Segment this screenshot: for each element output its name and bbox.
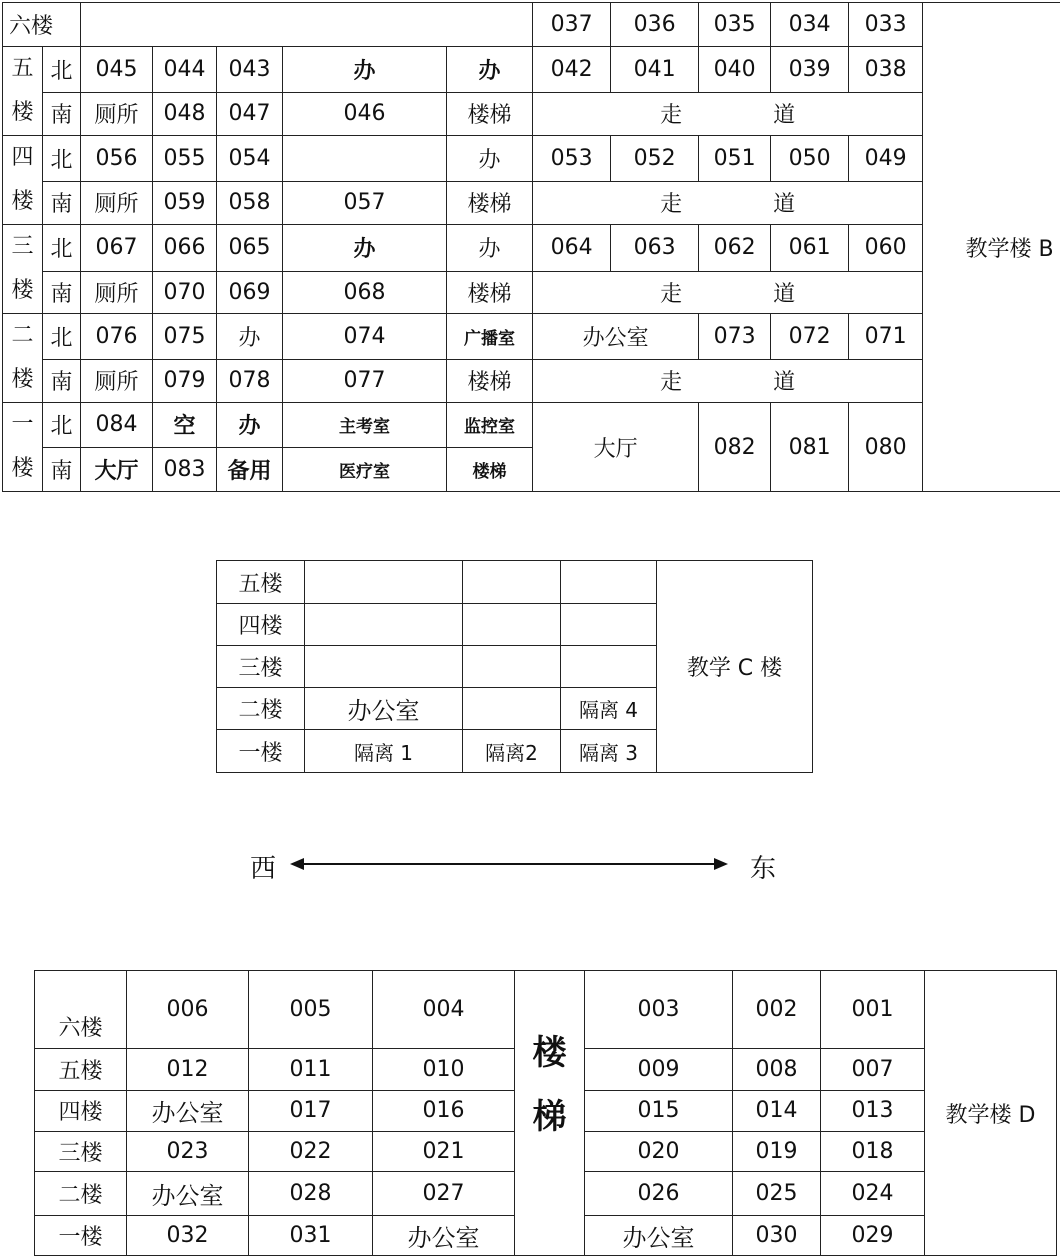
building-b-label: 教学楼 B bbox=[923, 3, 1060, 492]
toilet-cell: 厕所 bbox=[81, 181, 153, 224]
b-floor6-empty bbox=[81, 3, 533, 47]
broadcast-room-cell: 广播室 bbox=[447, 314, 533, 360]
b-floor2-label: 二 楼 bbox=[3, 314, 43, 403]
room-cell: 037 bbox=[533, 3, 611, 47]
c-room-cell bbox=[561, 646, 657, 688]
building-d-label: 教学楼 D bbox=[925, 971, 1057, 1256]
d-stairs-cell: 楼 梯 bbox=[515, 971, 585, 1256]
office-room-cell: 办公室 bbox=[533, 314, 699, 360]
d-room-cell: 030 bbox=[733, 1215, 821, 1255]
room-cell: 069 bbox=[217, 271, 283, 313]
d-room-cell: 032 bbox=[127, 1215, 249, 1255]
room-cell: 066 bbox=[153, 225, 217, 272]
room-cell: 040 bbox=[699, 47, 771, 93]
stairs-cell: 楼梯 bbox=[447, 447, 533, 492]
d-floor-label: 四楼 bbox=[35, 1091, 127, 1131]
d-room-cell: 010 bbox=[373, 1049, 515, 1091]
south-label: 南 bbox=[43, 92, 81, 135]
room-cell: 052 bbox=[611, 136, 699, 182]
room-cell: 057 bbox=[283, 181, 447, 224]
d-room-cell: 031 bbox=[249, 1215, 373, 1255]
room-cell: 079 bbox=[153, 359, 217, 402]
room-cell: 053 bbox=[533, 136, 611, 182]
office-cell: 办 bbox=[447, 225, 533, 272]
d-room-cell: 002 bbox=[733, 971, 821, 1049]
east-label: 东 bbox=[750, 854, 777, 884]
d-room-cell: 办公室 bbox=[127, 1171, 249, 1215]
spare-room-cell: 备用 bbox=[217, 447, 283, 492]
room-cell: 045 bbox=[81, 47, 153, 93]
corridor-cell: 走 道 bbox=[533, 92, 923, 135]
c-floor-label: 五楼 bbox=[217, 561, 305, 604]
room-cell bbox=[283, 136, 447, 182]
room-cell: 076 bbox=[81, 314, 153, 360]
room-cell: 059 bbox=[153, 181, 217, 224]
d-room-cell: 027 bbox=[373, 1171, 515, 1215]
d-room-cell: 022 bbox=[249, 1131, 373, 1171]
c-room-cell bbox=[561, 604, 657, 646]
room-cell: 034 bbox=[771, 3, 849, 47]
office-cell: 办 bbox=[217, 314, 283, 360]
room-cell: 082 bbox=[699, 403, 771, 492]
room-cell: 046 bbox=[283, 92, 447, 135]
office-cell: 办 bbox=[447, 47, 533, 93]
c-floor-label: 一楼 bbox=[217, 730, 305, 773]
north-label: 北 bbox=[43, 136, 81, 182]
south-label: 南 bbox=[43, 447, 81, 492]
room-cell: 071 bbox=[849, 314, 923, 360]
stairs-cell: 楼梯 bbox=[447, 92, 533, 135]
c-room-cell bbox=[305, 646, 463, 688]
room-cell: 039 bbox=[771, 47, 849, 93]
d-room-cell: 016 bbox=[373, 1091, 515, 1131]
west-east-compass bbox=[250, 844, 780, 884]
room-cell: 084 bbox=[81, 403, 153, 448]
building-b-floor-plan bbox=[2, 2, 1060, 492]
d-room-cell: 001 bbox=[821, 971, 925, 1049]
room-cell: 054 bbox=[217, 136, 283, 182]
toilet-cell: 厕所 bbox=[81, 359, 153, 402]
room-cell: 062 bbox=[699, 225, 771, 272]
monitoring-room-cell: 监控室 bbox=[447, 403, 533, 448]
room-cell: 068 bbox=[283, 271, 447, 313]
room-cell: 048 bbox=[153, 92, 217, 135]
room-cell: 060 bbox=[849, 225, 923, 272]
b-floor1-label: 一 楼 bbox=[3, 403, 43, 492]
d-room-cell: 007 bbox=[821, 1049, 925, 1091]
stairs-cell: 楼梯 bbox=[447, 359, 533, 402]
corridor-cell: 走 道 bbox=[533, 271, 923, 313]
c-room-cell bbox=[463, 604, 561, 646]
south-label: 南 bbox=[43, 181, 81, 224]
c-room-cell bbox=[561, 561, 657, 604]
hall-cell: 大厅 bbox=[533, 403, 699, 492]
building-c-floor-plan bbox=[216, 560, 813, 773]
d-room-cell: 004 bbox=[373, 971, 515, 1049]
d-room-cell: 003 bbox=[585, 971, 733, 1049]
d-room-cell: 011 bbox=[249, 1049, 373, 1091]
d-floor-label: 二楼 bbox=[35, 1171, 127, 1215]
room-cell: 050 bbox=[771, 136, 849, 182]
d-room-cell: 028 bbox=[249, 1171, 373, 1215]
room-cell: 049 bbox=[849, 136, 923, 182]
d-room-cell: 020 bbox=[585, 1131, 733, 1171]
room-cell: 074 bbox=[283, 314, 447, 360]
room-cell: 056 bbox=[81, 136, 153, 182]
d-room-cell: 005 bbox=[249, 971, 373, 1049]
toilet-cell: 厕所 bbox=[81, 271, 153, 313]
d-room-cell: 办公室 bbox=[585, 1215, 733, 1255]
d-room-cell: 021 bbox=[373, 1131, 515, 1171]
d-floor-label: 六楼 bbox=[35, 971, 127, 1049]
hall-cell-south: 大厅 bbox=[81, 447, 153, 492]
d-room-cell: 014 bbox=[733, 1091, 821, 1131]
room-cell: 043 bbox=[217, 47, 283, 93]
c-room-cell bbox=[463, 561, 561, 604]
b-floor5-label: 五 楼 bbox=[3, 47, 43, 136]
d-room-cell: 008 bbox=[733, 1049, 821, 1091]
office-cell: 办 bbox=[447, 136, 533, 182]
d-room-cell: 024 bbox=[821, 1171, 925, 1215]
room-cell: 072 bbox=[771, 314, 849, 360]
d-room-cell: 018 bbox=[821, 1131, 925, 1171]
corridor-cell: 走 道 bbox=[533, 181, 923, 224]
d-room-cell: 017 bbox=[249, 1091, 373, 1131]
room-cell: 063 bbox=[611, 225, 699, 272]
d-room-cell: 029 bbox=[821, 1215, 925, 1255]
b-floor6-label: 六楼 bbox=[3, 3, 81, 47]
b-floor3-label: 三 楼 bbox=[3, 225, 43, 314]
d-room-cell: 026 bbox=[585, 1171, 733, 1215]
north-label: 北 bbox=[43, 225, 81, 272]
d-room-cell: 023 bbox=[127, 1131, 249, 1171]
office-cell: 办 bbox=[283, 225, 447, 272]
c-room-cell: 办公室 bbox=[305, 688, 463, 730]
chief-examiner-room-cell: 主考室 bbox=[283, 403, 447, 448]
room-cell: 073 bbox=[699, 314, 771, 360]
d-room-cell: 009 bbox=[585, 1049, 733, 1091]
c-floor-label: 三楼 bbox=[217, 646, 305, 688]
d-room-cell: 019 bbox=[733, 1131, 821, 1171]
room-cell: 036 bbox=[611, 3, 699, 47]
d-room-cell: 025 bbox=[733, 1171, 821, 1215]
building-c-label: 教学 C 楼 bbox=[657, 561, 813, 773]
c-room-cell: 隔离2 bbox=[463, 730, 561, 773]
room-cell: 035 bbox=[699, 3, 771, 47]
north-label: 北 bbox=[43, 47, 81, 93]
empty-room-cell: 空 bbox=[153, 403, 217, 448]
north-label: 北 bbox=[43, 403, 81, 448]
b-floor4-label: 四 楼 bbox=[3, 136, 43, 225]
stairs-cell: 楼梯 bbox=[447, 181, 533, 224]
medical-room-cell: 医疗室 bbox=[283, 447, 447, 492]
south-label: 南 bbox=[43, 271, 81, 313]
room-cell: 044 bbox=[153, 47, 217, 93]
room-cell: 083 bbox=[153, 447, 217, 492]
room-cell: 058 bbox=[217, 181, 283, 224]
room-cell: 067 bbox=[81, 225, 153, 272]
c-room-cell bbox=[305, 604, 463, 646]
room-cell: 047 bbox=[217, 92, 283, 135]
west-label: 西 bbox=[250, 854, 277, 884]
room-cell: 033 bbox=[849, 3, 923, 47]
d-room-cell: 006 bbox=[127, 971, 249, 1049]
room-cell: 070 bbox=[153, 271, 217, 313]
d-room-cell: 015 bbox=[585, 1091, 733, 1131]
room-cell: 081 bbox=[771, 403, 849, 492]
d-room-cell: 012 bbox=[127, 1049, 249, 1091]
corridor-cell: 走 道 bbox=[533, 359, 923, 402]
office-cell: 办 bbox=[217, 403, 283, 448]
office-cell: 办 bbox=[283, 47, 447, 93]
stairs-cell: 楼梯 bbox=[447, 271, 533, 313]
room-cell: 064 bbox=[533, 225, 611, 272]
d-floor-label: 五楼 bbox=[35, 1049, 127, 1091]
room-cell: 061 bbox=[771, 225, 849, 272]
d-floor-label: 一楼 bbox=[35, 1215, 127, 1255]
building-d-floor-plan bbox=[34, 970, 1057, 1256]
room-cell: 080 bbox=[849, 403, 923, 492]
room-cell: 075 bbox=[153, 314, 217, 360]
c-room-cell bbox=[463, 688, 561, 730]
c-room-cell bbox=[463, 646, 561, 688]
c-room-cell: 隔离 1 bbox=[305, 730, 463, 773]
c-room-cell: 隔离 3 bbox=[561, 730, 657, 773]
room-cell: 055 bbox=[153, 136, 217, 182]
d-room-cell: 办公室 bbox=[127, 1091, 249, 1131]
room-cell: 041 bbox=[611, 47, 699, 93]
room-cell: 051 bbox=[699, 136, 771, 182]
room-cell: 038 bbox=[849, 47, 923, 93]
south-label: 南 bbox=[43, 359, 81, 402]
c-floor-label: 二楼 bbox=[217, 688, 305, 730]
d-room-cell: 013 bbox=[821, 1091, 925, 1131]
c-floor-label: 四楼 bbox=[217, 604, 305, 646]
room-cell: 065 bbox=[217, 225, 283, 272]
d-room-cell: 办公室 bbox=[373, 1215, 515, 1255]
c-room-cell: 隔离 4 bbox=[561, 688, 657, 730]
c-room-cell bbox=[305, 561, 463, 604]
room-cell: 078 bbox=[217, 359, 283, 402]
room-cell: 042 bbox=[533, 47, 611, 93]
north-label: 北 bbox=[43, 314, 81, 360]
toilet-cell: 厕所 bbox=[81, 92, 153, 135]
room-cell: 077 bbox=[283, 359, 447, 402]
d-floor-label: 三楼 bbox=[35, 1131, 127, 1171]
double-arrow-icon bbox=[250, 844, 780, 884]
